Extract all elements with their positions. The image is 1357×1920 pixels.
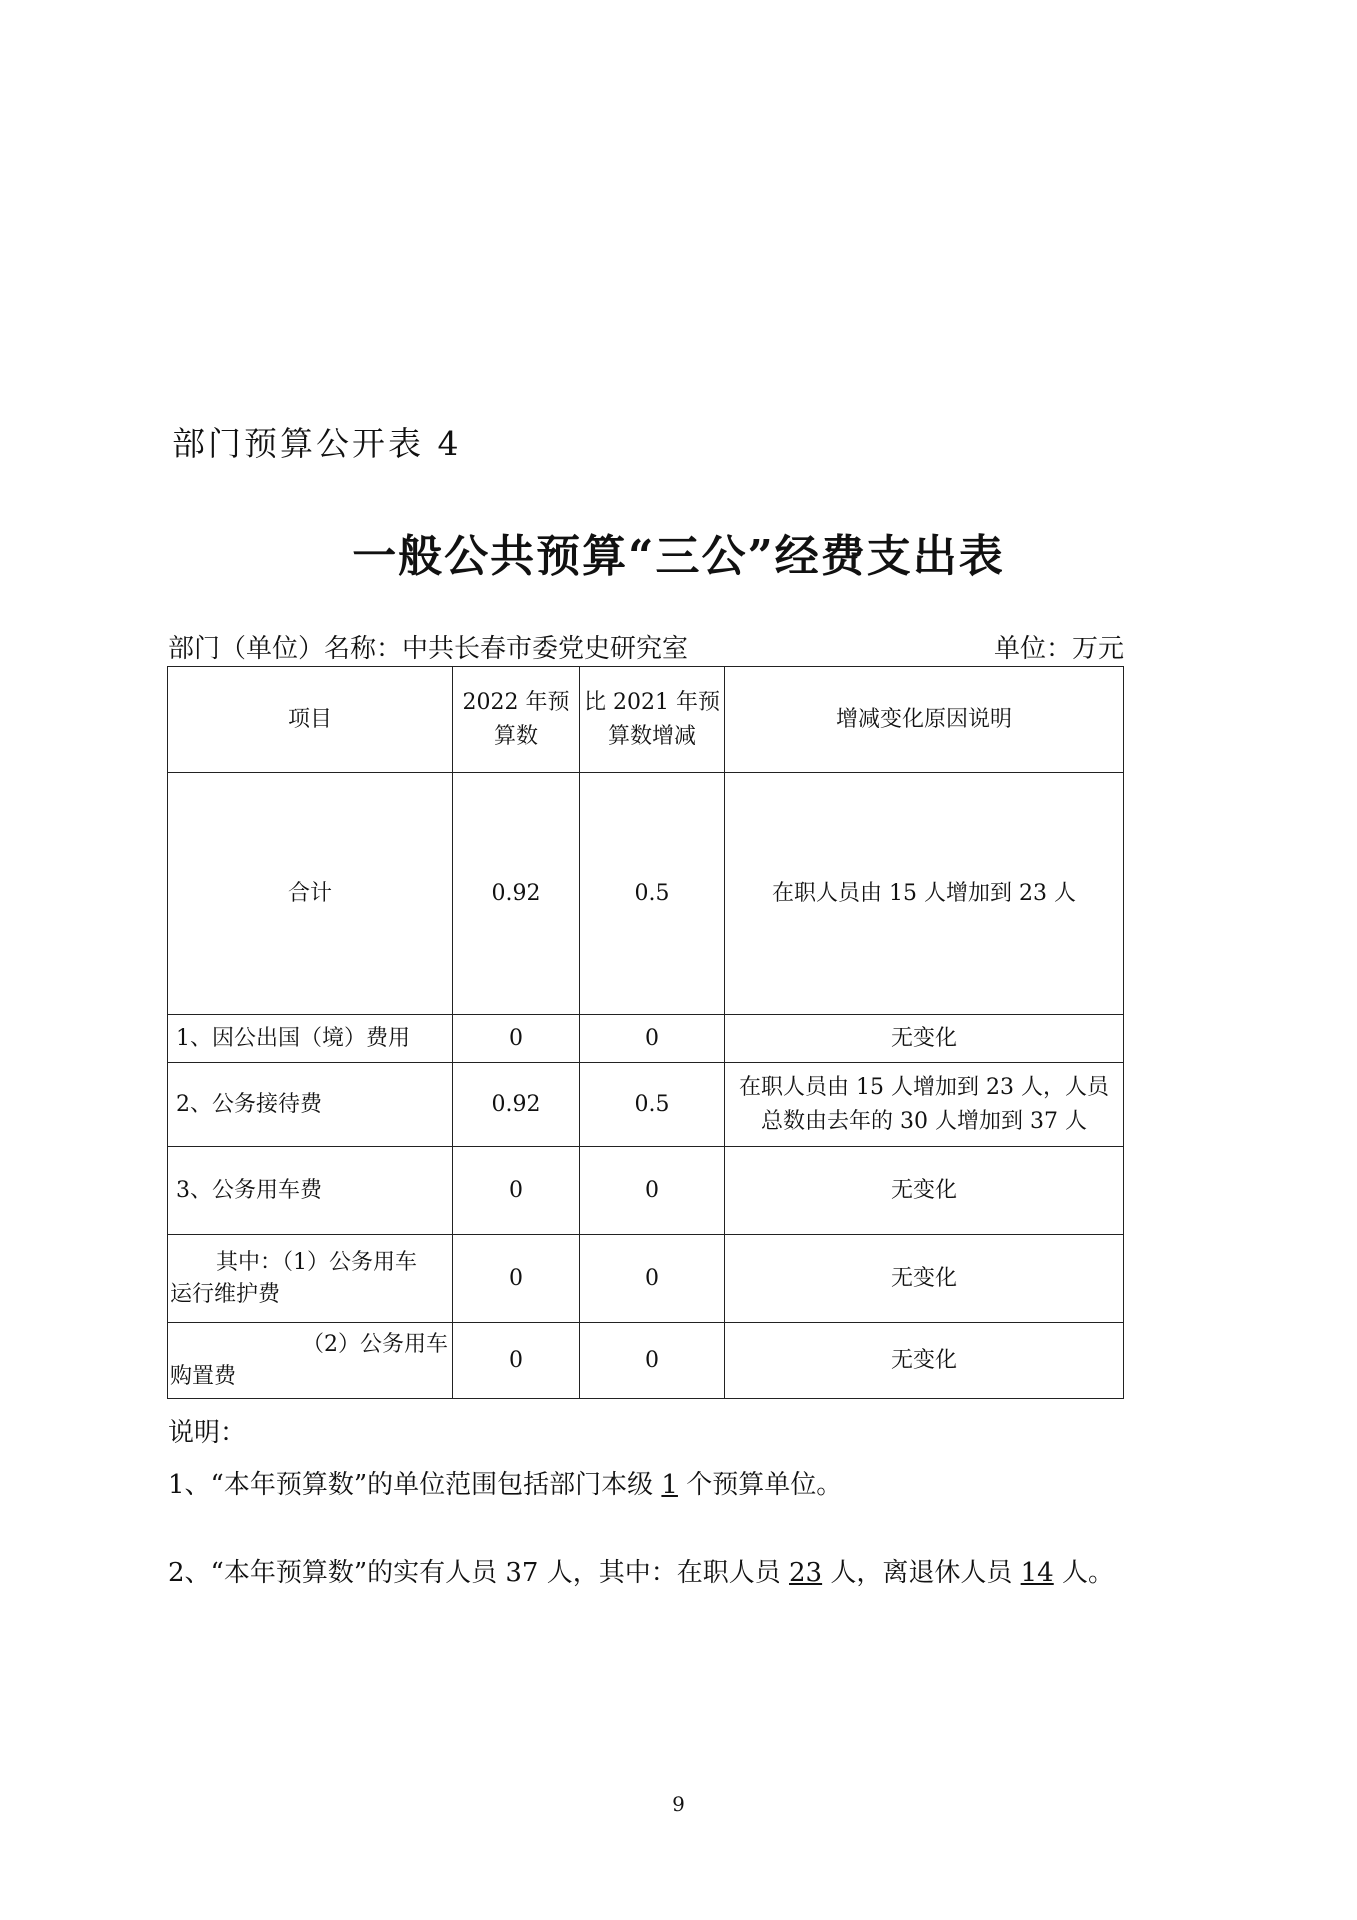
note-2-retired: 14 bbox=[1020, 1558, 1054, 1588]
row-budget: 0.92 bbox=[453, 773, 580, 1015]
row-reason: 在职人员由 15 人增加到 23 人 bbox=[725, 773, 1124, 1015]
row-budget: 0 bbox=[453, 1147, 580, 1235]
budget-table bbox=[167, 666, 1124, 1399]
note-2 bbox=[168, 1552, 1114, 1589]
row-budget: 0 bbox=[453, 1323, 580, 1399]
row-change: 0.5 bbox=[580, 773, 725, 1015]
table-row bbox=[168, 773, 1124, 1015]
note-2-mid: 人，离退休人员 bbox=[822, 1558, 1021, 1588]
row-item-line2: 购置费 bbox=[170, 1363, 237, 1389]
page-number: 9 bbox=[672, 1792, 685, 1816]
row-reason: 无变化 bbox=[725, 1323, 1124, 1399]
header-budget: 2022 年预算数 bbox=[453, 667, 580, 773]
row-budget: 0.92 bbox=[453, 1063, 580, 1147]
note-2-active: 23 bbox=[789, 1558, 823, 1588]
table-header-row bbox=[168, 667, 1124, 773]
table-row bbox=[168, 1235, 1124, 1323]
dept-name: 部门（单位）名称：中共长春市委党史研究室 bbox=[168, 634, 689, 664]
row-item: 2、公务接待费 bbox=[168, 1063, 453, 1147]
row-item: 3、公务用车费 bbox=[168, 1147, 453, 1235]
note-1 bbox=[168, 1464, 842, 1501]
row-item bbox=[168, 1323, 453, 1399]
row-item-line1: 其中：（1）公务用车 bbox=[216, 1249, 417, 1275]
row-change: 0 bbox=[580, 1015, 725, 1063]
header-reason: 增减变化原因说明 bbox=[725, 667, 1124, 773]
notes-heading: 说明： bbox=[168, 1418, 247, 1448]
header-change: 比 2021 年预算数增减 bbox=[580, 667, 725, 773]
note-1-pre: 1、“本年预算数”的单位范围包括部门本级 bbox=[168, 1470, 662, 1500]
table-row bbox=[168, 1015, 1124, 1063]
row-reason: 无变化 bbox=[725, 1015, 1124, 1063]
row-item-line2: 运行维护费 bbox=[170, 1281, 281, 1307]
row-change: 0 bbox=[580, 1323, 725, 1399]
row-item bbox=[168, 1235, 453, 1323]
row-budget: 0 bbox=[453, 1235, 580, 1323]
row-reason: 无变化 bbox=[725, 1147, 1124, 1235]
table-row bbox=[168, 1323, 1124, 1399]
table-row bbox=[168, 1063, 1124, 1147]
row-item-line1: （2）公务用车 bbox=[302, 1331, 448, 1357]
note-1-post: 个预算单位。 bbox=[677, 1470, 843, 1500]
table-row bbox=[168, 1147, 1124, 1235]
row-budget: 0 bbox=[453, 1015, 580, 1063]
unit-label: 单位：万元 bbox=[993, 634, 1124, 664]
doc-label: 部门预算公开表 4 bbox=[172, 424, 462, 463]
row-change: 0 bbox=[580, 1235, 725, 1323]
note-2-post: 人。 bbox=[1053, 1558, 1114, 1588]
row-change: 0.5 bbox=[580, 1063, 725, 1147]
row-change: 0 bbox=[580, 1147, 725, 1235]
note-2-pre: 2、“本年预算数”的实有人员 37 人，其中：在职人员 bbox=[168, 1558, 790, 1588]
row-reason: 在职人员由 15 人增加到 23 人，人员总数由去年的 30 人增加到 37 人 bbox=[725, 1063, 1124, 1147]
page-title: 一般公共预算“三公”经费支出表 bbox=[352, 531, 1005, 582]
row-item: 1、因公出国（境）费用 bbox=[168, 1015, 453, 1063]
row-item: 合计 bbox=[168, 773, 453, 1015]
row-reason: 无变化 bbox=[725, 1235, 1124, 1323]
header-item: 项目 bbox=[168, 667, 453, 773]
note-1-count: 1 bbox=[661, 1470, 678, 1500]
